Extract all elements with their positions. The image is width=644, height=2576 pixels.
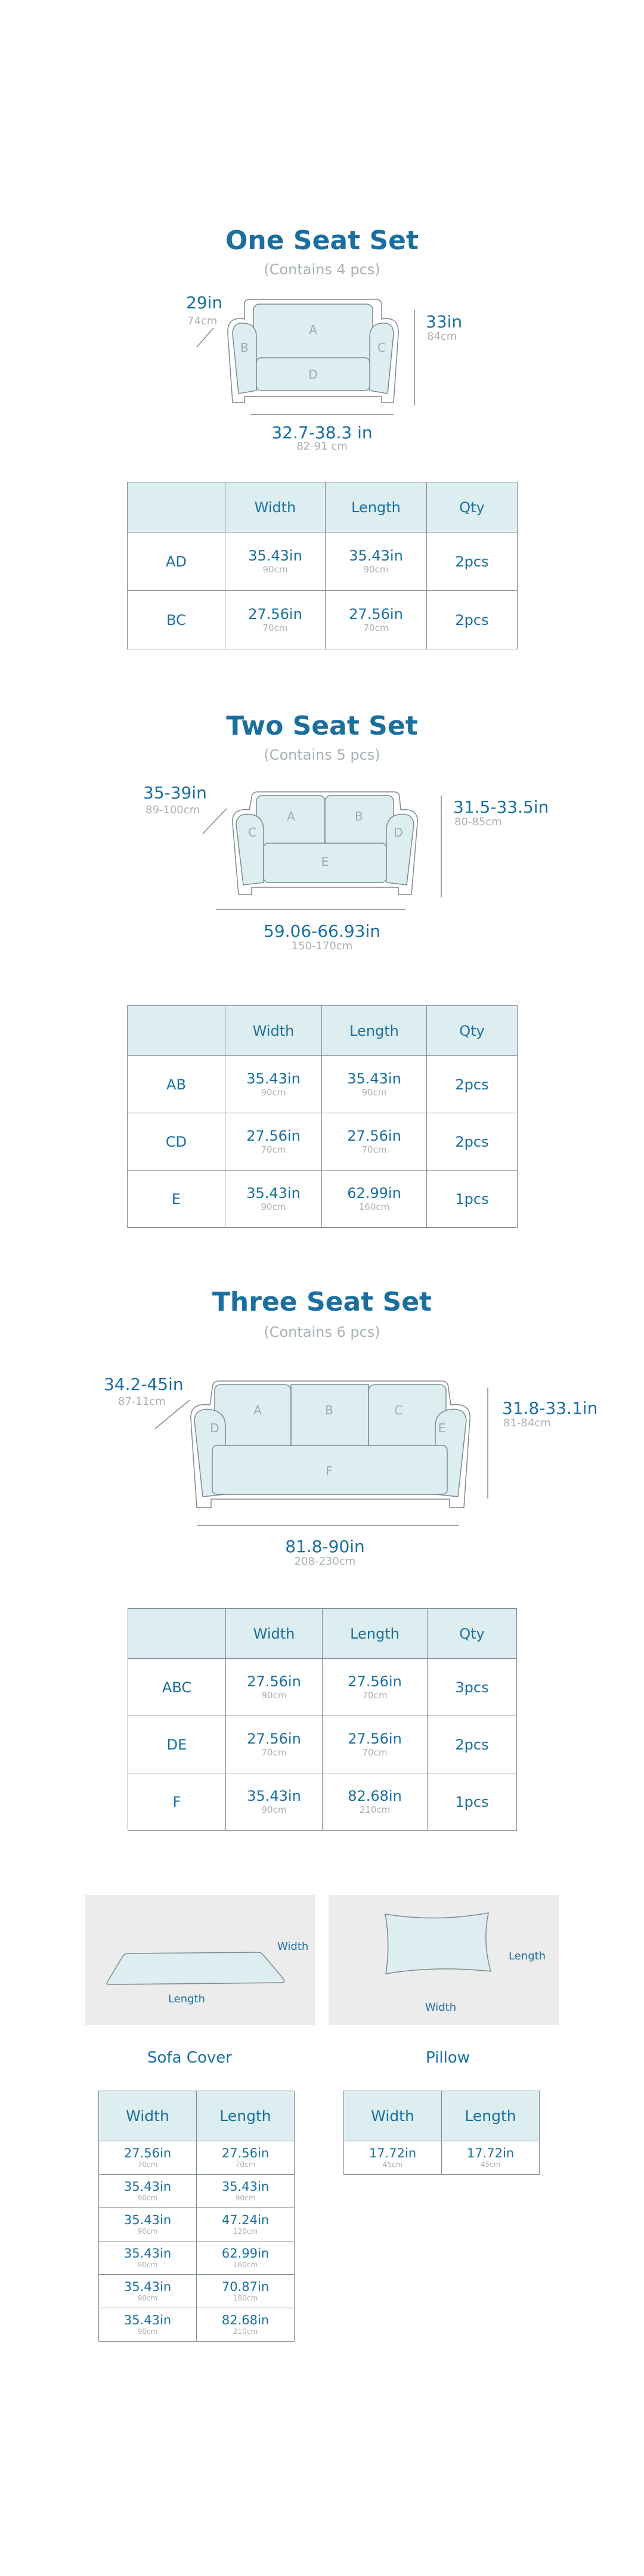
length-cell: 82.68in 210cm (323, 1773, 428, 1831)
table-row (99, 2175, 295, 2208)
three-seat-depth-in: 34.2-45in (104, 1374, 184, 1394)
qty-cell: 2pcs (427, 1113, 518, 1171)
three-seat-subtitle: (Contains 6 pcs) (264, 1324, 380, 1340)
header-width: Width (225, 1006, 322, 1056)
length-cell: 27.56in 70cm (197, 2141, 295, 2175)
pillow-label: Pillow (426, 2049, 470, 2067)
table-row (128, 532, 518, 591)
header-width: Width (344, 2091, 442, 2141)
length-cell: 27.56in 70cm (323, 1659, 428, 1716)
header-qty: Qty (428, 1609, 517, 1659)
two-seat-part-c: C (248, 825, 256, 840)
two-seat-depth-in: 35-39in (143, 783, 207, 803)
length-cell: 27.56in 70cm (323, 1716, 428, 1773)
row-name: BC (128, 591, 225, 649)
one-seat-height-in: 33in (426, 312, 463, 332)
two-seat-subtitle: (Contains 5 pcs) (264, 747, 380, 763)
row-name: ABC (128, 1659, 226, 1716)
two-seat-width-in: 59.06-66.93in (264, 921, 380, 941)
three-seat-width-in: 81.8-90in (285, 1537, 365, 1556)
one-seat-depth-cm: 74cm (187, 315, 218, 327)
header-width: Width (99, 2091, 197, 2141)
two-seat-table (127, 1005, 518, 1228)
header-length: Length (442, 2091, 540, 2141)
three-seat-part-d: D (210, 1421, 219, 1435)
length-cell: 35.43in 90cm (326, 532, 427, 591)
table-row (128, 1113, 518, 1171)
one-seat-title: One Seat Set (225, 225, 419, 256)
two-seat-part-e: E (321, 854, 329, 869)
qty-cell: 2pcs (427, 591, 518, 649)
table-row (99, 2141, 295, 2175)
width-cell: 35.43in 90cm (225, 532, 326, 591)
three-seat-depth-cm: 87-11cm (118, 1395, 166, 1408)
three-seat-part-f: F (326, 1464, 333, 1478)
three-seat-part-a: A (253, 1403, 262, 1417)
row-name: DE (128, 1716, 226, 1773)
length-cell: 35.43in 90cm (322, 1056, 427, 1113)
length-cell: 35.43in 90cm (197, 2175, 295, 2208)
table-row (99, 2208, 295, 2241)
one-seat-part-b: B (240, 340, 249, 355)
two-seat-part-d: D (394, 825, 403, 840)
table-row (99, 2241, 295, 2275)
two-seat-width-cm: 150-170cm (291, 940, 353, 952)
width-cell: 35.43in 90cm (99, 2208, 197, 2241)
one-seat-sofa-diagram (209, 292, 441, 423)
sofa-cover-length-label: Length (168, 1993, 206, 2005)
row-name: AD (128, 532, 225, 591)
qty-cell: 2pcs (427, 1056, 518, 1113)
header-width: Width (225, 482, 326, 532)
length-cell: 27.56in 70cm (326, 591, 427, 649)
two-seat-height-in: 31.5-33.5in (453, 797, 549, 817)
length-cell: 62.99in 160cm (197, 2241, 295, 2275)
pillow-table (343, 2091, 540, 2175)
width-cell: 27.56in 70cm (99, 2141, 197, 2175)
three-seat-part-b: B (325, 1403, 333, 1417)
length-cell: 70.87in 180cm (197, 2275, 295, 2308)
three-seat-height-cm: 81-84cm (503, 1417, 551, 1429)
one-seat-width-cm: 82-91 cm (296, 440, 348, 453)
two-seat-height-cm: 80-85cm (454, 816, 502, 828)
three-seat-height-in: 31.8-33.1in (502, 1398, 598, 1418)
table-row (128, 591, 518, 649)
table-row (128, 1659, 517, 1716)
width-cell: 27.56in 90cm (226, 1659, 323, 1716)
row-name: CD (128, 1113, 225, 1171)
width-cell: 17.72in 45cm (344, 2141, 442, 2175)
qty-cell: 1pcs (427, 1171, 518, 1228)
qty-cell: 2pcs (427, 532, 518, 591)
pillow-width-label: Width (425, 2001, 457, 2014)
pillow-length-label: Length (509, 1950, 546, 1962)
header-qty: Qty (427, 482, 518, 532)
length-cell: 47.24in 120cm (197, 2208, 295, 2241)
width-cell: 35.43in 90cm (99, 2275, 197, 2308)
two-seat-depth-cm: 89-100cm (145, 804, 200, 816)
length-cell: 62.99in 160cm (322, 1171, 427, 1228)
three-seat-table (128, 1608, 517, 1831)
one-seat-part-a: A (309, 323, 317, 337)
width-cell: 27.56in 70cm (226, 1716, 323, 1773)
two-seat-part-b: B (355, 809, 363, 823)
row-name: F (128, 1773, 226, 1831)
row-name: E (128, 1171, 225, 1228)
three-seat-part-c: C (394, 1403, 402, 1417)
qty-cell: 3pcs (428, 1659, 517, 1716)
header-length: Length (197, 2091, 295, 2141)
qty-cell: 2pcs (428, 1716, 517, 1773)
width-cell: 27.56in 70cm (225, 591, 326, 649)
table-row (128, 1773, 517, 1831)
header-blank (128, 1609, 226, 1659)
row-name: AB (128, 1056, 225, 1113)
header-qty: Qty (427, 1006, 518, 1056)
pillow-diagram (329, 1895, 559, 2025)
width-cell: 35.43in 90cm (99, 2241, 197, 2275)
width-cell: 35.43in 90cm (99, 2175, 197, 2208)
header-length: Length (326, 482, 427, 532)
three-seat-part-e: E (438, 1421, 446, 1435)
header-blank (128, 1006, 225, 1056)
table-row (99, 2308, 295, 2342)
header-length: Length (322, 1006, 427, 1056)
width-cell: 35.43in 90cm (99, 2308, 197, 2342)
sofa-cover-width-label: Width (277, 1940, 309, 1953)
table-row (128, 1171, 518, 1228)
one-seat-part-d: D (308, 367, 318, 382)
length-cell: 27.56in 70cm (322, 1113, 427, 1171)
sofa-cover-panel (85, 1895, 315, 2025)
three-seat-title: Three Seat Set (212, 1287, 432, 1317)
table-row (128, 1716, 517, 1773)
width-cell: 35.43in 90cm (225, 1056, 322, 1113)
width-cell: 27.56in 70cm (225, 1113, 322, 1171)
two-seat-title: Two Seat Set (226, 711, 418, 741)
one-seat-width-in: 32.7-38.3 in (271, 423, 373, 442)
two-seat-sofa-diagram (215, 787, 453, 921)
length-cell: 82.68in 210cm (197, 2308, 295, 2342)
width-cell: 35.43in 90cm (226, 1773, 323, 1831)
sofa-cover-label: Sofa Cover (147, 2049, 232, 2067)
three-seat-sofa-diagram (179, 1376, 489, 1519)
two-seat-part-a: A (287, 809, 295, 823)
qty-cell: 1pcs (428, 1773, 517, 1831)
header-length: Length (323, 1609, 428, 1659)
one-seat-height-cm: 84cm (427, 330, 457, 343)
header-blank (128, 482, 225, 532)
three-seat-width-cm: 208-230cm (294, 1555, 356, 1568)
header-width: Width (226, 1609, 323, 1659)
sofa-cover-table (98, 2091, 295, 2342)
one-seat-subtitle: (Contains 4 pcs) (264, 261, 380, 278)
table-row (128, 1056, 518, 1113)
one-seat-part-c: C (377, 340, 386, 355)
width-cell: 35.43in 90cm (225, 1171, 322, 1228)
table-row (344, 2141, 540, 2175)
pillow-panel (329, 1895, 559, 2025)
one-seat-table (127, 482, 518, 649)
length-cell: 17.72in 45cm (442, 2141, 540, 2175)
one-seat-depth-in: 29in (186, 293, 223, 312)
table-row (99, 2275, 295, 2308)
sofa-cover-diagram (85, 1895, 315, 2025)
